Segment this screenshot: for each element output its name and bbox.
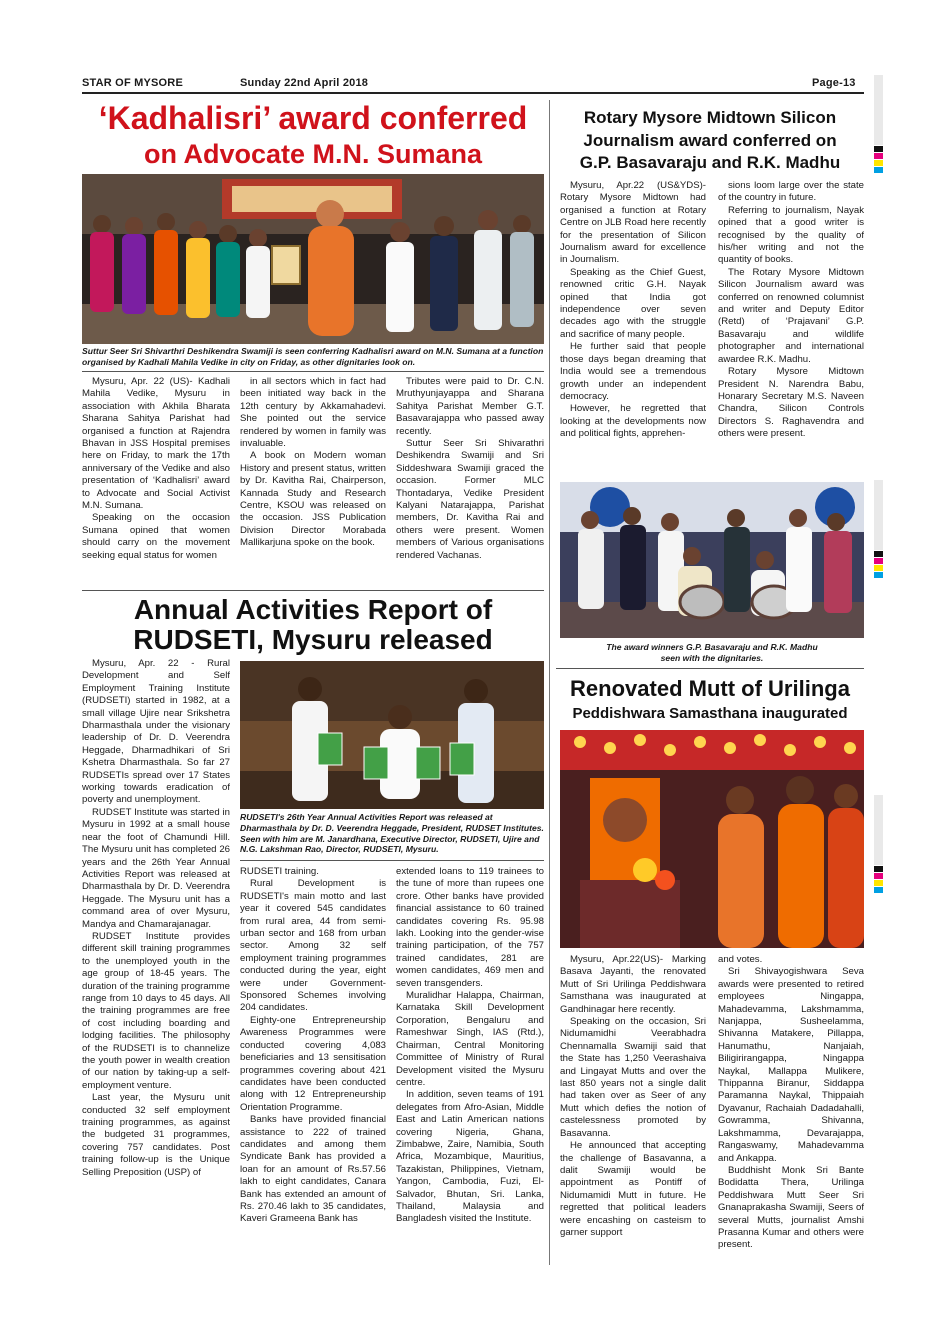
award-ceremony-photo [82,174,544,344]
story1-column-2 [240,376,386,586]
story1-col2-para: A book on Modern woman History and present status, written by Dr. Kavitha Rai, Chairperson, Kannada Study and Research Centre, KSOU was released on the occasion. JSS Publication Division Director Morabada Mallikarjuna spoke on the book. [240,450,386,549]
story1-headline-line1: ‘Kadhalisri’ award conferred [98,100,528,136]
story3-column-1 [82,658,230,1266]
story3-col1-para: Mysuru, Apr. 22 - Rural Development and Self Employment Training Institute (RUDSETI) started in 1982, at a small village Ujire near Srikshetra Dharmasthala under the visionary leadership of Dr. D. Veerendra Heggade, Dharmadhikari of Sri Kshetra Dharmasthala. So far 27 RUDSETIs spread over 17 States working towards eradication of poverty and unemployment. [82,658,230,806]
story1-col1-para: Speaking on the occasion Sumana opined that women should carry on the movement seeking equal status for women [82,512,230,561]
story2-headline-line1: Rotary Mysore Midtown Silicon [583,108,837,127]
story2-column-1 [560,180,706,476]
registration-swatch-magenta [874,558,883,564]
story2-col2-para: Rotary Mysore Midtown President N. Narendra Babu, Honarary Secretary M.S. Naveen Chandra, Silicon Controls Directors S. Raghavendra and others were present. [718,366,864,440]
registration-swatch-yellow [874,160,883,166]
story3-col2-para: Banks have provided financial assistance to 222 of trained candidates and among them Syndicate Bank has provided a loan for an amount of Rs.57.56 lakh to eight candidates, Canara Bank has extended an amount of Rs. 270.46 lakh to 35 candidates, Kaveri Grameena Bank has [240,1114,386,1225]
story3-column-2 [240,866,386,1266]
registration-swatch-cyan [874,167,883,173]
story1-col3-para: Tributes were paid to Dr. C.N. Mruthyunjayappa and Sharana Sahitya Parishat Member G.T. Basavarajappa who passed away recently. [396,376,544,437]
story3-col2-para: RUDSETI training. [240,866,319,877]
paper-name: STAR OF MYSORE [82,77,183,89]
story2-col1-para: However, he regretted that looking at the developments now and political fights, apprehen- [560,403,706,440]
story4-col2-para: Buddhisht Monk Sri Bante Bodidatta Thera, Urilinga Peddishwara Mutt Seer Sri Gnanaprakasha Swamiji, Seers of several Mutts, journalist Amshi Prasanna Kumar and others were present. [718,1164,864,1251]
story4-col2-para: Sri Shivayogishwara Seva awards were presented to retired employees Ningappa, Mahadevamma, Lakshmamma, Nanjappa, Susheelamma, Shivanna Matakere, Pillappa, Hanumathu, Nanjaiah, Biligirirangappa, Ningappa Naykal, Mallappa Mulikere, Thippanna Biranur, Siddappa Paramanna Naykal, Thippaiah Dyavanur, Rachaiah Dadadahalli, Gowramma, Shivanna, Lakshmamma, Devarajappa, Rangaswamy, Mahadevamma and Ankappa. [718,966,864,1164]
story1-caption-rule [82,371,544,372]
mutt-inauguration-photo [560,730,864,948]
report-release-photo [240,661,544,809]
story4-headline-line1: Renovated Mutt of Urilinga [570,676,850,701]
registration-swatch-black [874,551,883,557]
story1-caption: Suttur Seer Sri Shivarthri Deshikendra Swamiji is seen conferring Kadhalisri award on M.N. Sumana at a function organised by Kadhali Mahila Vedike in city on Friday, as other dignitaries look on. [82,346,544,367]
story3-column-3 [396,866,544,1266]
story2-headline-line3: G.P. Basavaraju and R.K. Madhu [579,153,841,172]
story2-col1-para: Mysuru, Apr.22 (US&YDS)- Rotary Mysore Midtown had organised a function at Rotary Centre on JLB Road here recently for the presentation of Silicon Journalism award for excellence in Journalism. [560,180,706,266]
story3-col3-para: In addition, seven teams of 191 delegates from Afro-Asian, Middle East and Latin American nations covering Nigeria, Ghana, Zimbabwe, Zaire, Namibia, South Africa, Mozambique, Mauritius, Tazakistan, Philippines, Vietnam, Yangon, Cambodia, Fuzi, El-Salvador, Bhutan, Sri. Lanka, Thailand, Malaysia and Bangladesh visited the Institute. [396,1089,544,1225]
story2-col1-para: Speaking as the Chief Guest, renowned critic G.H. Nayak opined that India got independence over seven decades ago with the struggle and sacrifice of many people. [560,266,706,340]
registration-bar-top [874,75,883,145]
story1-bottom-rule [82,590,544,591]
masthead-rule [82,92,864,94]
story2-col2-para: Referring to journalism, Nayak opined that a good writer is recognised by the quality of his/her writing and not the quantity of books. [718,204,864,266]
story4-column-2 [718,954,864,1266]
story4-col1-para: Mysuru, Apr.22(US)- Marking Basava Jayanti, the renovated Mutt of Sri Urilinga Peddishwara Samsthana was inaugurated at Gandhinagar here recently. [560,954,706,1015]
story1-headline-line2: on Advocate M.N. Sumana [143,139,483,169]
story2-bottom-rule [556,668,864,669]
award-winners-photo [560,482,864,638]
story3-col1-para: RUDSET Institute was started in Mysuru in 1992 at a small house near the foot of Chamundi Hill. The Mysuru unit has completed 26 years and the 26th Year Annual Activities Report was released at Dharmasthala by Dr. D. Veerendra Heggade. The Mysuru unit has a command area of over Mysuru, Mandya and Chamarajanagar. [82,806,230,930]
registration-swatch-magenta [874,873,883,879]
story4-col1-para: He announced that accepting the challenge of Basavanna, a dalit Swamiji would be appointment as Pontiff of Nidumamidi Mutt in future. He regretted that political leaders were encashing on casteism to garner support [560,1140,706,1238]
story3-col1-para: Last year, the Mysuru unit conducted 32 self employment training programmes, as against the budgeted 31 programmes, covering 757 candidates. Post training follow-up is the Unique Selling Preposition (USP) of [82,1092,230,1178]
story4-headline-line2: Peddishwara Samasthana inaugurated [572,705,848,722]
story1-column-3 [396,376,544,586]
story3-col3-para: extended loans to 119 trainees to the tune of more than rupees one crore. Other banks have provided financial assistance to 60 trained candidates covering Rs. 95.98 lakh. Looking into the gender-wise training participation, of the 757 trained candidates, 281 are women candidates, 469 men and seven transgenders. [396,866,544,989]
story3-col2-para: Eighty-one Entrepreneurship Awareness Programmes were conducted covering 4,083 beneficiaries and 13 sensitisation programmes covering about 421 candidates have been conducted along with 12 Entrepreneurship Orientation Programme. [240,1014,386,1113]
registration-swatch-cyan [874,572,883,578]
story2-col1-para: He further said that people those days began dreaming that India would see a tremendous growth under an independent democracy. [560,341,706,402]
story3-col3-para: Muralidhar Halappa, Chairman, Karnataka Skill Development Corporation, Bengaluru and Rameshwar Singh, IAS (Rtd.), Chairman, Central Monitoring Committee of Ministry of Rural Development visited the Mysuru centre. [396,990,544,1088]
story3-col2-para: Rural Development is RUDSETI's main motto and last year it covered 545 candidates from rural area, 44 from semi-urban sector and 168 from urban sector. Among 32 self employment training programmes conducted during the year, eight were under Government-Sponsored Schemes involving 204 candidates. [240,878,386,1014]
story2-headline-line2: Journalism award conferred on [583,131,837,150]
story2-caption-line2: seen with the dignitaries. [660,652,764,663]
registration-bar-low [874,795,883,865]
story3-col1-para: RUDSET Institute provides different skill training programmes to the unemployed youth in the age group of 18-45 years. The duration of the training programme range from 10 days to 45 days. All the training programmes are free of cost including boarding and lodging facilities. The philosophy of the RUDSETI is to channelize the youth power in wealth creation of our nation by taking-up a self-employment venture. [82,930,230,1091]
issue-date: Sunday 22nd April 2018 [240,77,369,89]
story2-col2-para: The Rotary Mysore Midtown Silicon Journalism award was conferred on renowned columnist and writer and Deputy Editor (Retd) of ‘Prajavani’ G.P. Basavaraju and wildlife photographer and international awardee R.K. Madhu. [718,266,864,365]
story2-caption [560,642,864,664]
story1-col2-para: in all sectors which in fact had been initiated way back in the 12th century by Akkamahadevi. She pointed out the service rendered by women in family was invaluable. [240,376,386,450]
story1-column-1 [82,376,230,586]
story1-col3-para: Suttur Seer Sri Shivarathri Deshikendra Swamiji and Sri Siddeshwara Swamiji graced the occasion. Former MLC Thontadarya, Vedike President Kalyani Natarajappa, Parishat members, Dr. Kavitha Rai and others were present. Women members of Various organisations rendered Vachanas. [396,438,544,561]
registration-swatch-magenta [874,153,883,159]
registration-swatch-yellow [874,880,883,886]
registration-swatch-cyan [874,887,883,893]
story2-caption-line1: The award winners G.P. Basavaraju and R.K. Madhu [606,642,818,652]
registration-swatch-yellow [874,565,883,571]
story4-col1-para: Speaking on the occasion, Sri Nidumamidhi Veerabhadra Chennamalla Swamiji said that the State has 1,250 Veerashaiva and Lingayat Mutts and over the last 850 years not a single dalit had taken over as Seer of any Mutt which defies the notion of castelessness promoted by Basavanna. [560,1016,706,1139]
story2-col2-para: sions loom large over the state of the country in future. [718,180,864,204]
page-number: Page-13 [812,77,856,89]
story1-col1-para: Mysuru, Apr. 22 (US)- Kadhali Mahila Vedike, Mysuru in association with Akhila Bharata Sharana Sahitya Parishat had organised a function at Rajendra Bhavan in JSS Hospital premises here on Friday, to mark the 17th anniversary of the Vedike and also presentation of ‘Kadhalisri’ award to Advocate and Social Activist M.N. Sumana. [82,376,230,512]
story4-col2-para: and votes. [718,954,763,965]
story2-column-2 [718,180,864,476]
story3-headline-line1: Annual Activities Report of [133,594,493,625]
story4-column-1 [560,954,706,1266]
registration-swatch-black [874,146,883,152]
registration-swatch-black [874,866,883,872]
story3-headline-line2: RUDSETI, Mysuru released [133,624,493,655]
story3-caption-rule [240,860,544,861]
registration-bar-mid [874,480,883,550]
column-divider [549,100,550,1265]
story3-caption: RUDSETI's 26th Year Annual Activities Report was released at Dharmasthala by Dr. D. Veerendra Heggade, President, RUDSET Institutes. Seen with him are M. Janardhana, Executive Director, RUDSETI, Ujire and N.G. Lakshman Rao, Director, RUDSETI, Mysuru. [240,812,544,855]
